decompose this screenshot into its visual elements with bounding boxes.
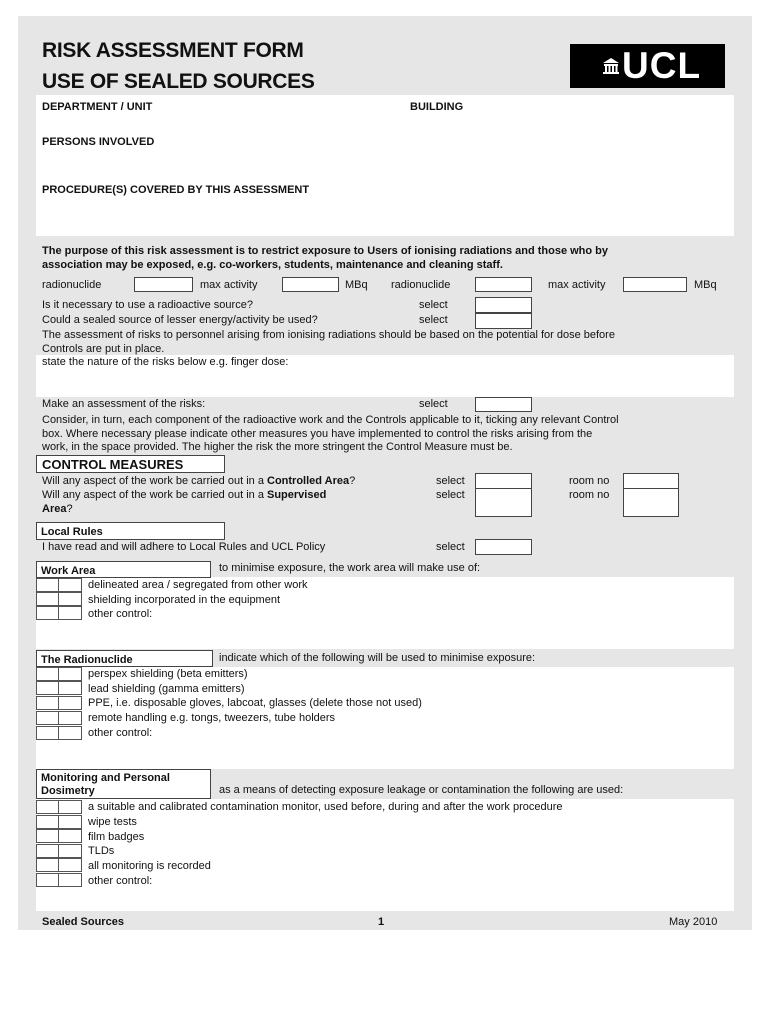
local-rules-statement: I have read and will adhere to Local Rules and UCL Policy [42, 541, 326, 553]
room-no-supervised[interactable] [623, 488, 679, 517]
select-label-local-rules: select [436, 541, 465, 553]
consider-line3: work, in the space provided. The higher the risk the more stringent the Control Measure must be. [42, 441, 513, 453]
radionuclide-label-1: radionuclide [42, 279, 102, 291]
work-area-intro: to minimise exposure, the work area will make use of: [219, 562, 481, 574]
ucl-logo [570, 44, 725, 88]
room-no-label-1: room no [569, 475, 610, 487]
monitoring-heading [36, 769, 211, 799]
radionuclide-input-1[interactable] [134, 277, 193, 292]
work-area-heading: Work Area [36, 561, 211, 578]
max-activity-label-1: max activity [200, 279, 258, 291]
select-label-supervised: select [436, 489, 465, 501]
select-label-assessment: select [419, 398, 448, 410]
work-area-checkbox-3[interactable] [36, 606, 82, 620]
ucl-logo-text: UCL [622, 45, 702, 86]
monitoring-item-4: TLDs [88, 845, 115, 857]
select-local-rules[interactable] [475, 539, 532, 555]
monitoring-checkbox-6[interactable] [36, 873, 82, 887]
supervised-area-question [42, 489, 326, 502]
controlled-area-text: Will any aspect of the work be carried out in a [42, 475, 267, 487]
footer-date: May 2010 [669, 916, 718, 928]
radionuclide-checkbox-4[interactable] [36, 711, 82, 725]
select-lesser-energy[interactable] [475, 313, 532, 329]
supervised-area-line2 [42, 503, 73, 516]
controlled-area-question [42, 475, 355, 488]
work-area-item-3: other control: [88, 608, 153, 620]
monitoring-checkbox-2[interactable] [36, 815, 82, 829]
mbq-unit-1: MBq [345, 279, 368, 291]
monitoring-checkbox-5[interactable] [36, 858, 82, 872]
purpose-line2: association may be exposed, e.g. co-workers, students, maintenance and cleaning staff. [42, 259, 503, 271]
monitoring-item-5: all monitoring is recorded [88, 860, 211, 872]
supervised-area-text: Will any aspect of the work be carried out in a [42, 489, 267, 501]
question-necessary: Is it necessary to use a radioactive source? [42, 299, 253, 311]
select-supervised-area[interactable] [475, 488, 532, 517]
radionuclide-checkbox-3[interactable] [36, 696, 82, 710]
radionuclide-item-2: lead shielding (gamma emitters) [88, 683, 245, 695]
supervised-area-bold2: Area [42, 503, 67, 515]
select-label-q2: select [419, 314, 448, 326]
footer-page-number: 1 [378, 916, 385, 928]
footer-doc-name: Sealed Sources [42, 916, 124, 928]
consider-line1: Consider, in turn, each component of the radioactive work and the Controls applicable to it, ticking any relevant Control [42, 414, 619, 426]
max-activity-input-1[interactable] [282, 277, 339, 292]
radionuclide-item-4: remote handling e.g. tongs, tweezers, tube holders [88, 712, 336, 724]
portico-icon [602, 57, 620, 75]
mbq-unit-2: MBq [694, 279, 717, 291]
select-controlled-area[interactable] [475, 473, 532, 489]
monitoring-intro: as a means of detecting exposure leakage or contamination the following are used: [219, 784, 624, 796]
radionuclide-heading: The Radionuclide [36, 650, 213, 667]
radionuclide-item-1: perspex shielding (beta emitters) [88, 668, 248, 680]
monitoring-item-2: wipe tests [88, 816, 137, 828]
monitoring-checkbox-1[interactable] [36, 800, 82, 814]
controlled-area-bold: Controlled Area [267, 475, 350, 487]
control-measures-heading: CONTROL MEASURES [36, 455, 225, 473]
procedures-label: PROCEDURE(S) COVERED BY THIS ASSESSMENT [42, 184, 310, 196]
radionuclide-checkbox-2[interactable] [36, 681, 82, 695]
radionuclide-input-2[interactable] [475, 277, 532, 292]
max-activity-input-2[interactable] [623, 277, 687, 292]
room-no-controlled[interactable] [623, 473, 679, 489]
monitoring-checkbox-3[interactable] [36, 829, 82, 843]
persons-label: PERSONS INVOLVED [42, 136, 155, 148]
nature-of-risks-label: state the nature of the risks below e.g. finger dose: [42, 356, 289, 368]
monitoring-other-field[interactable] [36, 799, 734, 911]
work-area-item-2: shielding incorporated in the equipment [88, 594, 281, 606]
controlled-area-qmark: ? [349, 475, 356, 487]
monitoring-heading-line2: Dosimetry [41, 785, 95, 797]
supervised-area-qmark: ? [66, 503, 73, 515]
question-lesser-energy: Could a sealed source of lesser energy/activity be used? [42, 314, 318, 326]
radionuclide-checkbox-5[interactable] [36, 726, 82, 740]
room-no-label-2: room no [569, 489, 610, 501]
radionuclide-checkbox-1[interactable] [36, 667, 82, 681]
assessment-line1: The assessment of risks to personnel arising from ionising radiations should be based on the potential for dose before [42, 329, 615, 341]
monitoring-checkbox-4[interactable] [36, 844, 82, 858]
assessment-line2: Controls are put in place. [42, 343, 165, 355]
details-field-area[interactable] [36, 95, 734, 236]
work-area-checkbox-2[interactable] [36, 592, 82, 606]
form-title-line1: RISK ASSESSMENT FORM [42, 39, 304, 62]
form-title-line2: USE OF SEALED SOURCES [42, 70, 315, 93]
work-area-checkbox-1[interactable] [36, 578, 82, 592]
radionuclide-intro: indicate which of the following will be used to minimise exposure: [219, 652, 536, 664]
max-activity-label-2: max activity [548, 279, 606, 291]
radionuclide-label-2: radionuclide [391, 279, 451, 291]
monitoring-item-6: other control: [88, 875, 153, 887]
supervised-area-bold: Supervised [267, 489, 327, 501]
select-label-controlled: select [436, 475, 465, 487]
department-label: DEPARTMENT / UNIT [42, 101, 153, 113]
consider-line2: box. Where necessary please indicate other measures you have implemented to control the risks arising from the [42, 428, 593, 440]
monitoring-heading-line1: Monitoring and Personal [41, 772, 170, 784]
purpose-line1: The purpose of this risk assessment is to restrict exposure to Users of ionising radiations and those who by [42, 245, 609, 257]
select-risk-assessment[interactable] [475, 397, 532, 412]
work-area-item-1: delineated area / segregated from other work [88, 579, 308, 591]
radionuclide-item-3: PPE, i.e. disposable gloves, labcoat, glasses (delete those not used) [88, 697, 422, 709]
monitoring-item-1: a suitable and calibrated contamination monitor, used before, during and after the work procedure [88, 801, 563, 813]
select-necessary[interactable] [475, 297, 532, 313]
radionuclide-item-5: other control: [88, 727, 153, 739]
select-label-q1: select [419, 299, 448, 311]
building-label: BUILDING [410, 101, 464, 113]
make-assessment-label: Make an assessment of the risks: [42, 398, 206, 410]
local-rules-heading: Local Rules [36, 522, 225, 540]
monitoring-item-3: film badges [88, 831, 145, 843]
